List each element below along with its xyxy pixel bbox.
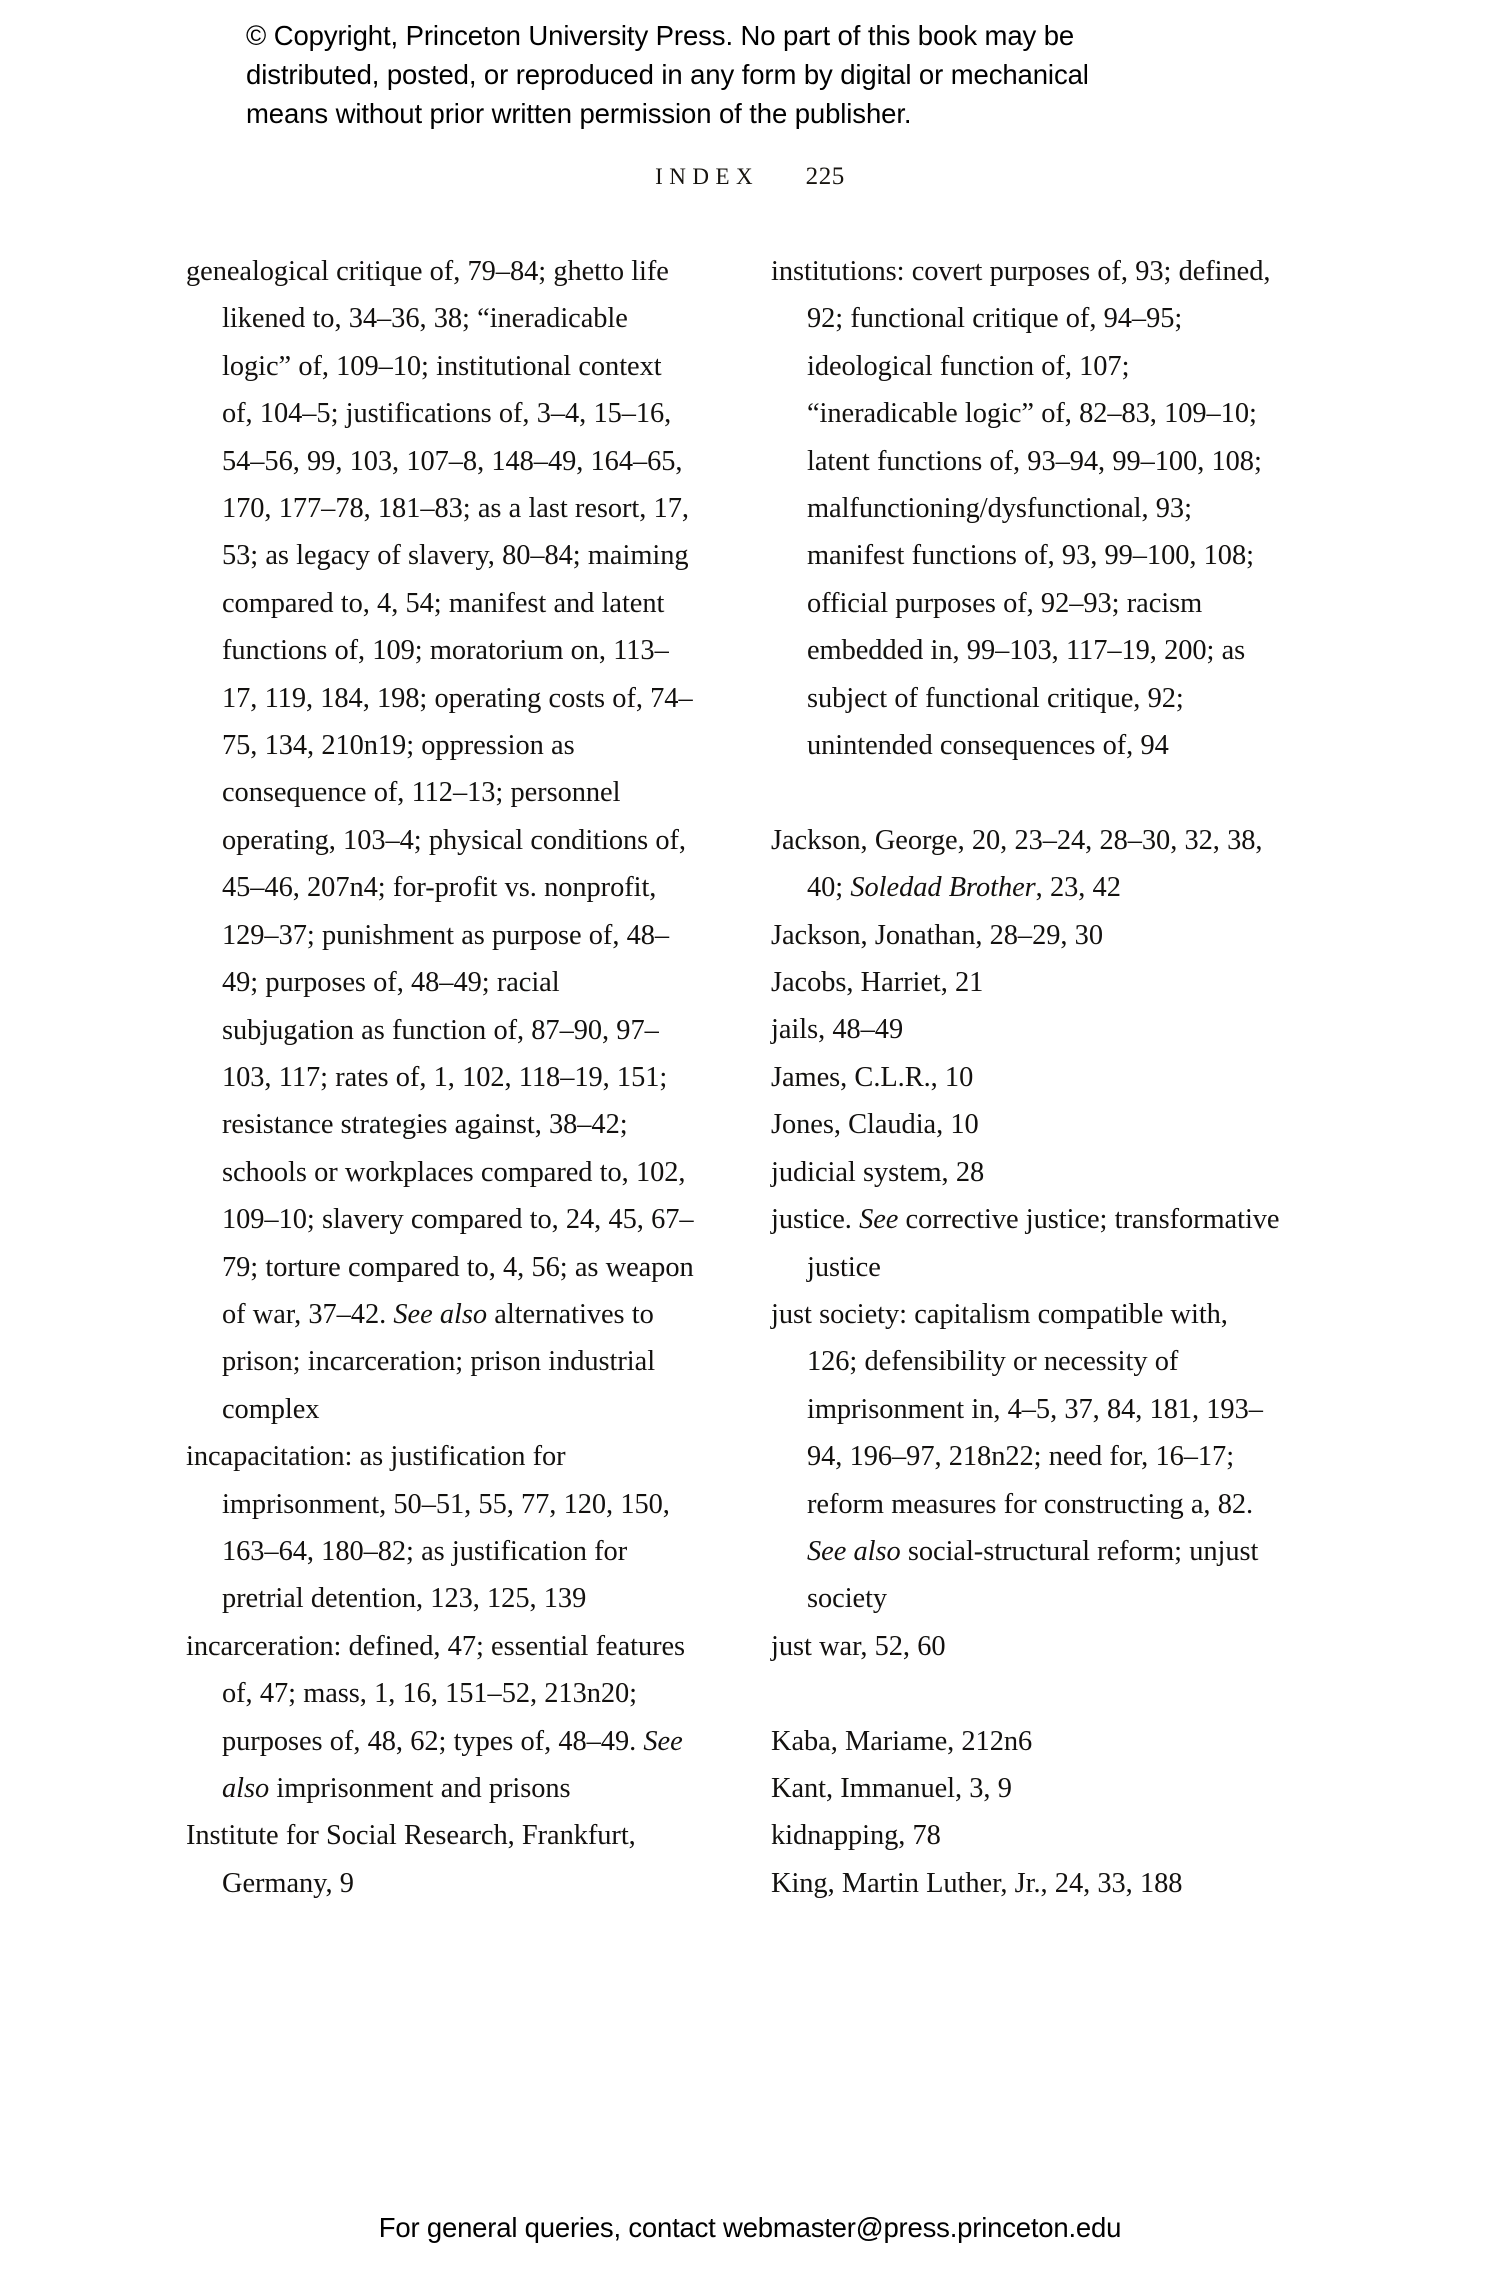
entry-text: corrective justice; transformative justice	[807, 1204, 1280, 1283]
index-entry-kaba-mariame	[771, 1718, 1283, 1765]
entry-text: James, C.L.R., 10	[771, 1061, 974, 1093]
footer-query-line: For general queries, contact webmaster@press.princeton.edu	[378, 2212, 1122, 2243]
entry-text: just society: capitalism compatible with, 126; defensibility or necessity of imprisonment in, 4–5, 37, 84, 181, 193–94, 196–97, 218n22; need for, 16–17; reform measures for constructing a, 82.	[771, 1298, 1263, 1520]
cross-reference-italic: Soledad Brother	[850, 872, 1036, 904]
entry-text: Kant, Immanuel, 3, 9	[771, 1772, 1012, 1804]
index-entry-james-clr	[771, 1054, 1283, 1101]
copyright-line-1: © Copyright, Princeton University Press. No part of this book may be	[246, 20, 1075, 51]
entry-text: , 23, 42	[1035, 872, 1121, 904]
cross-reference-italic: See also	[393, 1298, 488, 1330]
entry-text: social-structural reform; unjust society	[807, 1535, 1259, 1615]
entry-text: Jackson, Jonathan, 28–29, 30	[771, 919, 1103, 951]
entry-text: alternatives to prison; incarceration; prison industrial complex	[222, 1298, 656, 1425]
cross-reference-italic: See	[859, 1204, 899, 1236]
entry-text: incarceration: defined, 47; essential features of, 47; mass, 1, 16, 151–52, 213n20; purposes of, 48, 62; types of, 48–49.	[186, 1630, 686, 1757]
index-entry-jacobs-harriet	[771, 959, 1283, 1006]
copyright-notice	[246, 16, 1266, 133]
index-entry-king-martin-luther	[771, 1860, 1283, 1907]
index-entry-jails	[771, 1006, 1283, 1053]
entry-text: jails, 48–49	[771, 1014, 904, 1046]
entry-text: judicial system, 28	[771, 1156, 985, 1188]
page-folio: 225	[805, 163, 845, 190]
index-columns	[186, 248, 1306, 2008]
index-entry-just-war	[771, 1623, 1283, 1670]
entry-text: genealogical critique of, 79–84; ghetto life likened to, 34–36, 38; “ineradicable logic” of, 109–10; institutional context of, 104–5; justifications of, 3–4, 15–16, 54–56, 99, 103, 107–8, 148–49, 164–65, 170, 177–78, 181–83; as a last resort, 17, 53; as legacy of slavery, 80–84; maiming compared to, 4, 54; manifest and latent functions of, 109; moratorium on, 113–17, 119, 184, 198; operating costs of, 74–75, 134, 210n19; oppression as consequence of, 112–13; personnel operating, 103–4; physical conditions of, 45–46, 207n4; for-profit vs. nonprofit, 129–37; punishment as purpose of, 48–49; purposes of, 48–49; racial subjugation as function of, 87–90, 97–103, 117; rates of, 1, 102, 118–19, 151; resistance strategies against, 38–42; schools or workplaces compared to, 102, 109–10; slavery compared to, 24, 45, 67–79; torture compared to, 4, 56; as weapon of war, 37–42.	[186, 256, 694, 1330]
index-entry-just-society	[771, 1291, 1283, 1623]
index-entry-kidnapping	[771, 1812, 1283, 1859]
running-head	[0, 163, 1500, 191]
entry-text: justice.	[771, 1204, 860, 1236]
index-entry-kant-immanuel	[771, 1765, 1283, 1812]
alphabetical-group-gap	[771, 769, 1283, 816]
entry-text: Jacobs, Harriet, 21	[771, 967, 984, 999]
entry-text: King, Martin Luther, Jr., 24, 33, 188	[771, 1867, 1183, 1899]
entry-text: institutions: covert purposes of, 93; defined, 92; functional critique of, 94–95; ideological function of, 107; “ineradicable logic” of, 82–83, 109–10; latent functions of, 93–94, 99–100, 108; malfunctioning/dysfunctional, 93; manifest functions of, 93, 99–100, 108; official purposes of, 92–93; racism embedded in, 99–103, 117–19, 200; as subject of functional critique, 92; unintended consequences of, 94	[771, 256, 1271, 762]
running-head-label: INDEX	[655, 164, 760, 189]
copyright-line-2: distributed, posted, or reproduced in any form by digital or mechanical	[246, 59, 1089, 90]
index-entry-institutions	[771, 248, 1283, 769]
index-entry-institute-for-social-research	[186, 1812, 698, 1907]
entry-text: imprisonment and prisons	[269, 1773, 571, 1804]
index-entry-judicial-system	[771, 1149, 1283, 1196]
index-entry-jackson-george	[771, 817, 1283, 912]
index-entry-jones-claudia	[771, 1101, 1283, 1148]
entry-text: incapacitation: as justification for imprisonment, 50–51, 55, 77, 120, 150, 163–64, 180–82; as justification for pretrial detention, 123, 125, 139	[186, 1441, 670, 1615]
index-entry-incapacitation	[186, 1433, 698, 1623]
entry-text: kidnapping, 78	[771, 1820, 941, 1852]
entry-text: Jackson, George, 20, 23–24, 28–30, 32, 38, 40;	[771, 824, 1263, 904]
cross-reference-italic: See also	[807, 1535, 901, 1567]
alphabetical-group-gap	[771, 1670, 1283, 1717]
entry-text: Jones, Claudia, 10	[771, 1109, 979, 1141]
index-entry-jackson-jonathan	[771, 912, 1283, 959]
index-entry-imprisonment-continued-genealogical	[186, 248, 698, 1433]
entry-text: just war, 52, 60	[771, 1630, 946, 1662]
entry-text: Kaba, Mariame, 212n6	[771, 1725, 1033, 1757]
copyright-line-3: means without prior written permission of the publisher.	[246, 98, 912, 129]
entry-text: Institute for Social Research, Frankfurt, Germany, 9	[186, 1820, 636, 1899]
cross-reference-italic: See also	[222, 1725, 683, 1804]
index-entry-justice	[771, 1196, 1283, 1291]
index-column-left	[186, 248, 698, 1907]
index-column-right	[771, 248, 1283, 1907]
index-entry-incarceration	[186, 1623, 698, 1813]
